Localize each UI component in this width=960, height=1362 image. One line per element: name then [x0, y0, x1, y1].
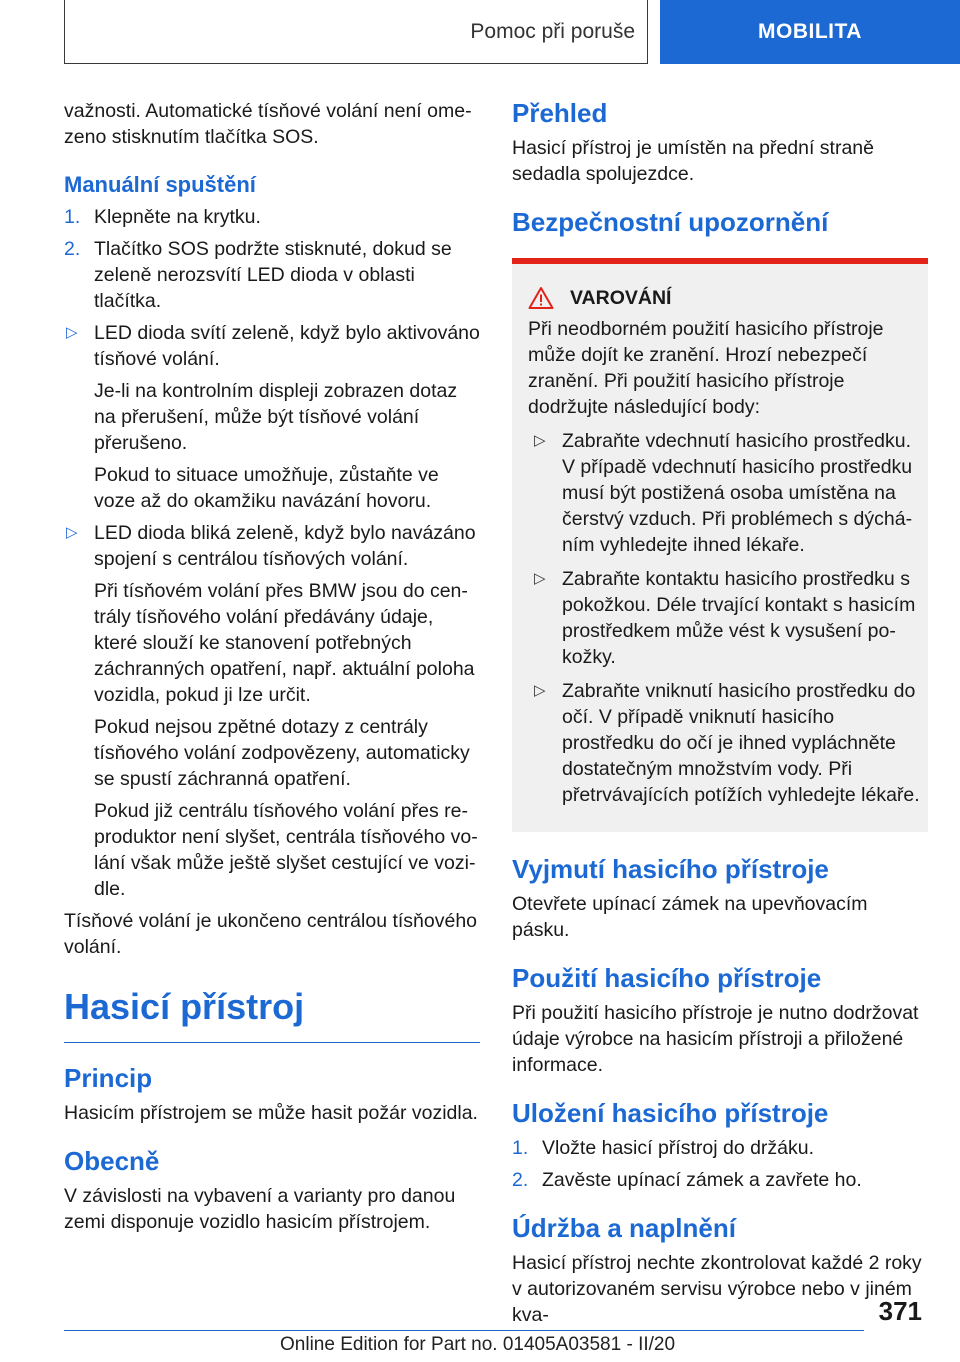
result-subtext: Pokud to situace umožňuje, zůstaňte ve voze až do okamžiku navázání hovoru. [94, 464, 439, 512]
footer-divider [64, 1330, 864, 1331]
result-text: LED dioda svítí zeleně, když bylo aktivováno tísňové volání. [94, 322, 480, 370]
header-chapter-tab[interactable]: MOBILITA [660, 0, 960, 64]
intro-paragraph: važnosti. Automatické tísňové volání není omezeno stisknutím tlačítka SOS. [64, 100, 472, 148]
left-column [64, 98, 480, 1235]
step-text: Tlačítko SOS podržte stisknuté, dokud se zeleně nerozsvítí LED dioda v oblasti tlačítka. [94, 238, 452, 312]
triangle-right-icon: ▷ [534, 432, 546, 449]
result-text: LED dioda bliká zeleně, když bylo navázáno spojení s centrálou tísňových volání. [94, 522, 476, 570]
warning-title [528, 286, 920, 310]
triangle-right-icon: ▷ [66, 324, 78, 341]
use-paragraph: Při použití hasicího přístroje je nutno dodržovat údaje výrobce na hasicím přístroji a přiložené informace. [512, 1002, 919, 1076]
maintenance-heading: Údržba a naplnění [512, 1213, 736, 1243]
step-text: Zavěste upínací zámek a zavřete ho. [542, 1169, 862, 1191]
right-column [512, 98, 928, 1328]
principle-paragraph: Hasicím přístrojem se může hasit požár vozidla. [64, 1102, 478, 1124]
warning-item-text: Zabraňte kontaktu hasicího prostředku s pokožkou. Déle trvající kontakt s hasicím prostředkem může vést k vysušení pokožky. [562, 568, 916, 668]
removal-heading: Vyjmutí hasicího přístroje [512, 854, 829, 884]
chapter-title: Hasicí přístroj [64, 986, 480, 1043]
footer-edition: Online Edition for Part no. 01405A03581 - II/20 [280, 1334, 676, 1355]
use-heading: Použití hasicího přístroje [512, 963, 822, 993]
warning-title-text: VAROVÁNÍ [570, 286, 672, 309]
triangle-right-icon: ▷ [534, 570, 546, 587]
result-item [64, 320, 480, 372]
warning-item-text: Zabraňte vdechnutí hasicího prostředku. V případě vdechnutí hasicího prostředku musí být postižená osoba umístěna na čerstvý vzduch. Při problémech s dýcháním vyhledejte ihned lékaře. [562, 430, 913, 556]
list-item [520, 678, 920, 808]
storage-heading: Uložení hasicího přístroje [512, 1098, 829, 1128]
list-item [520, 428, 920, 558]
manual-heading: Manuální spuštění [64, 172, 256, 197]
step-number: 1. [64, 206, 81, 228]
result-item [64, 520, 480, 572]
warning-item-text: Zabraňte vniknutí hasicího prostředku do očí. V případě vniknutí hasicího prostředku do očí je ihned vypláchněte dostatečným množstvím vody. Při přetrvávajících potížích vyhledejte lékaře. [562, 680, 920, 806]
warning-triangle-icon [528, 286, 554, 310]
overview-paragraph: Hasicí přístroj je umístěn na přední straně sedadla spolujezdce. [512, 137, 874, 185]
warning-box [512, 258, 928, 832]
result-subtext: Při tísňovém volání přes BMW jsou do centrály tísňového volání předávány údaje, které slouží ke stanovení potřebných záchranných opatření, např. aktuální poloha vozidla, pokud ji lze určit. [94, 580, 475, 706]
step-number: 2. [512, 1169, 529, 1191]
end-paragraph: Tísňové volání je ukončeno centrálou tísňového volání. [64, 910, 478, 958]
safety-heading: Bezpečnostní upozornění [512, 207, 829, 237]
list-item [64, 204, 480, 230]
step-number: 1. [512, 1137, 529, 1159]
step-number: 2. [64, 238, 81, 260]
header-section-title: Pomoc při poruše [470, 20, 635, 43]
list-item [64, 236, 480, 314]
warning-paragraph: Při neodborném použití hasicího přístroje může dojít ke zranění. Hrozí nebezpečí zranění. Při použití hasicího přístroje dodržujte následující body: [528, 318, 884, 418]
general-paragraph: V závislosti na vybavení a varianty pro danou zemi disponuje vozidlo hasicím přístrojem. [64, 1185, 456, 1233]
step-text: Klepněte na krytku. [94, 206, 261, 228]
result-subtext: Pokud již centrálu tísňového volání přes reproduktor není slyšet, centrála tísňového volání však může ještě slyšet cestující ve vozidle. [94, 800, 478, 900]
removal-paragraph: Otevřete upínací zámek na upevňovacím pásku. [512, 893, 868, 941]
page-number: 371 [878, 1296, 922, 1326]
warning-list [520, 428, 920, 808]
list-item [520, 566, 920, 670]
result-subtext: Je-li na kontrolním displeji zobrazen dotaz na přerušení, může být tísňové volání přerušeno. [94, 380, 458, 454]
maintenance-paragraph: Hasicí přístroj nechte zkontrolovat každé 2 roky v autorizovaném servisu výrobce nebo v jiném kva- [512, 1252, 922, 1326]
result-subtext: Pokud nejsou zpětné dotazy z centrály tísňového volání zodpovězeny, automaticky se spustí záchranná opatření. [94, 716, 470, 790]
triangle-right-icon: ▷ [534, 682, 546, 699]
list-item [512, 1167, 928, 1193]
list-item [512, 1135, 928, 1161]
general-heading: Obecně [64, 1146, 160, 1176]
manual-steps [64, 204, 480, 314]
triangle-right-icon: ▷ [66, 524, 78, 541]
overview-heading: Přehled [512, 98, 608, 128]
principle-heading: Princip [64, 1063, 153, 1093]
step-text: Vložte hasicí přístroj do držáku. [542, 1137, 815, 1159]
storage-steps [512, 1135, 928, 1193]
